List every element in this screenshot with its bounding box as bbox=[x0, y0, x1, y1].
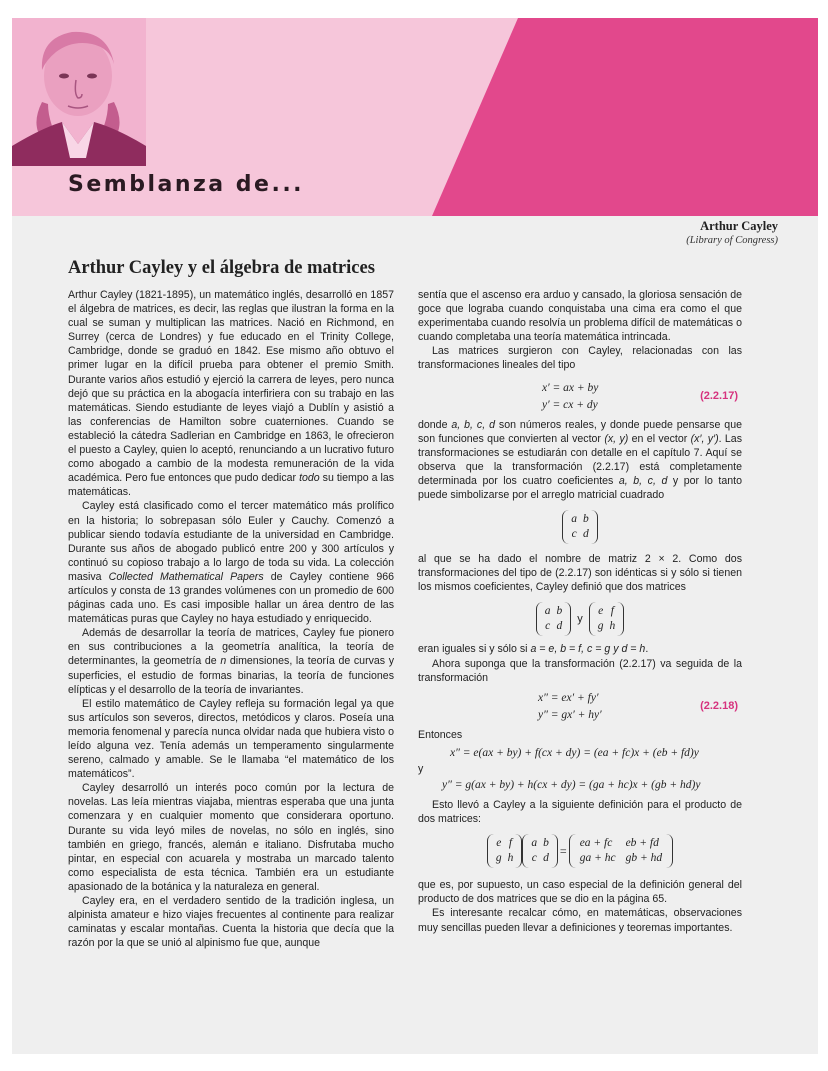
paragraph-text: Además de desarrollar la teoría de matrices, Cayley fue pionero en sus contribuciones a la geometría analítica, la teoría de determinantes, la geometría de bbox=[68, 627, 394, 668]
math-inline: (x, y) bbox=[604, 432, 629, 445]
right-column bbox=[418, 288, 742, 935]
matrix-entry: c bbox=[545, 620, 551, 633]
matrix-entry: d bbox=[543, 852, 549, 865]
matrix-entry: e bbox=[496, 837, 502, 850]
matrix-entry: b bbox=[583, 513, 589, 526]
equation-2-2-18 bbox=[418, 688, 742, 728]
equation-number: (2.2.18) bbox=[700, 699, 738, 712]
equation-line: y′ = cx + dy bbox=[542, 398, 598, 411]
paragraph-text: su tiempo a las matemáticas. bbox=[68, 472, 395, 499]
paragraph-text: en el vector bbox=[628, 432, 691, 445]
equation-line: x′ = ax + by bbox=[542, 381, 599, 394]
paragraph-text: Arthur Cayley (1821-1895), un matemático inglés, desarrolló en 1857 el álgebra de matrices, es decir, las reglas que ilustran la forma en la cual se suman y multiplican las matrices. Nació en Richmond, en Surrey (cerca de Londres) y fue educado en el Trinity College, Cambridge, donde se graduó en 1842. Ese mismo año obtuvo el primer lugar en la difícil prueba para obtener el premio Smith. Durante varios años estudió y ejerció la carrera de leyes, pero nunca dejó que su práctica en la abogacía interfiriera con su trabajo en las matemáticas. Siendo estudiante de leyes viajó a Dublín y asistió a las conferencias de Hamilton sobre cuaterniones. Cuando se estableció la cátedra Sadlerian en Cambridge en 1863, le ofrecieron el puesto a Cayley, quien lo aceptó, renunciando a un lucrativo futuro como abogado a cambio de la modesta remuneración de la vida académica. Pero fue entonces que pudo dedicar bbox=[68, 289, 394, 485]
paragraph-text: Cayley está clasificado como el tercer matemático más prolífico en la historia; lo sobrepasan sólo Euler y Cauchy. Comenzó a publicar siendo todavía estudiante de la universidad en Cambridge. Durante sus años de abogado publicó entre 200 y 300 artículos y continuó su copioso trabajo a lo largo de toda su vida. La colección masiva bbox=[68, 500, 394, 583]
paragraph bbox=[68, 499, 394, 626]
matrix-entry: c bbox=[571, 528, 577, 541]
portrait-caption bbox=[572, 219, 778, 246]
header-banner bbox=[12, 18, 818, 216]
paragraph-text: eran iguales si y sólo si bbox=[418, 643, 531, 656]
matrix-efgh bbox=[589, 602, 625, 636]
paragraph-text: dimensiones, la teoría de curvas y superficies, el estudio de formas binarias, la teoría de funciones elípticas y el desarrollo de la teoría de invariantes. bbox=[68, 655, 395, 696]
paragraph bbox=[68, 626, 394, 696]
matrix-entry: c bbox=[531, 852, 537, 865]
matrix-entry: f bbox=[508, 837, 513, 850]
matrix-abcd bbox=[536, 602, 572, 636]
math-inline: a, b, c, d bbox=[618, 474, 668, 487]
matrix-entry: b bbox=[556, 605, 563, 618]
article-title: Arthur Cayley y el álgebra de matrices bbox=[68, 258, 375, 278]
paragraph: Ahora suponga que la transformación (2.2.17) va seguida de la transformación bbox=[418, 657, 742, 684]
caption-name: Arthur Cayley bbox=[700, 219, 778, 233]
equation-line: y″ = gx′ + hy′ bbox=[538, 708, 602, 721]
matrix-efgh bbox=[487, 834, 523, 868]
paragraph: Esto llevó a Cayley a la siguiente definición para el producto de dos matrices: bbox=[418, 799, 742, 826]
math-inline: a = e, b = f, c = g y d = h bbox=[530, 643, 646, 656]
paragraph: Es interesante recalcar cómo, en matemáticas, observaciones muy sencillas pueden llevar a definiciones y teoremas importantes. bbox=[418, 907, 742, 934]
matrix-abcd bbox=[562, 510, 598, 544]
paragraph bbox=[418, 642, 742, 656]
matrix-entry: d bbox=[583, 528, 589, 541]
paragraph bbox=[418, 418, 742, 503]
matrix-entry: ea + fc bbox=[579, 837, 613, 850]
matrix-abcd-display bbox=[418, 510, 742, 544]
math-inline: (x′, y′) bbox=[690, 432, 719, 445]
emphasis-text: todo bbox=[299, 472, 320, 485]
equation-x-double-prime: x″ = e(ax + by) + f(cx + dy) = (ea + fc)x + (eb + fd)y bbox=[450, 746, 699, 759]
matrix-entry: g bbox=[597, 620, 604, 633]
equation-2-2-17 bbox=[418, 378, 742, 418]
paragraph-text: son números reales, y donde puede pensarse que son funciones que convierten al vector bbox=[418, 418, 742, 445]
paragraph: Las matrices surgieron con Cayley, relacionadas con las transformaciones lineales del tipo bbox=[418, 345, 742, 372]
paragraph-text: de Cayley contiene 966 artículos y consta de 13 grandes volúmenes con un promedio de 600 páginas cada uno. Es casi imposible hallar un área dentro de las matemáticas puras que Cayley no haya estudiado y enriquecido. bbox=[68, 570, 394, 626]
matrix-entry: d bbox=[556, 620, 563, 633]
matrix-entry: g bbox=[495, 852, 502, 865]
matrix-abcd bbox=[522, 834, 558, 868]
caption-credit: (Library of Congress) bbox=[686, 235, 778, 246]
matrix-product bbox=[569, 834, 673, 868]
paragraph-text: . Las transformaciones se estudiarán con detalle en el capítulo 7. Aquí se observa que la transformación (2.2.17) está completamente determinada por los cuatro coeficientes bbox=[418, 432, 742, 487]
equals-sign: = bbox=[559, 844, 567, 859]
portrait-image bbox=[12, 18, 146, 166]
paragraph: sentía que el ascenso era arduo y cansado, la gloriosa sensación de goce que lograba cuando conquistaba una cima era como el que experimentaba cuando resolvía un problema difícil de matemáticas o cuando completaba una teoría matemática intrincada. bbox=[418, 289, 742, 344]
paragraph: Entonces bbox=[418, 728, 463, 741]
paragraph-text: y por lo tanto puede simbolizarse por el arreglo matricial cuadrado bbox=[418, 474, 742, 502]
paragraph-text: donde bbox=[418, 418, 452, 431]
equation-line: x″ = ex′ + fy′ bbox=[538, 691, 599, 704]
paragraph: que es, por supuesto, un caso especial de la definición general del producto de dos matrices que se dio en la página 65. bbox=[418, 879, 742, 906]
matrix-entry: gb + hd bbox=[625, 852, 663, 865]
matrix-entry: a bbox=[571, 513, 577, 526]
emphasis-text: n bbox=[220, 655, 227, 668]
matrix-entry: eb + fd bbox=[625, 837, 659, 850]
equation-number: (2.2.17) bbox=[700, 389, 738, 402]
equation-y-double-prime: y″ = g(ax + by) + h(cx + dy) = (ga + hc)x + (gb + hd)y bbox=[442, 778, 701, 791]
matrix-entry: e bbox=[598, 605, 604, 618]
matrix-product-display bbox=[418, 834, 742, 868]
two-matrices-display bbox=[418, 602, 742, 636]
paragraph: al que se ha dado el nombre de matriz 2 × 2. Como dos transformaciones del tipo de (2.2.17) son idénticas si y sólo si tienen los mismos coeficientes, Cayley definió que dos matrices bbox=[418, 553, 742, 594]
paragraph: y bbox=[418, 762, 424, 775]
paragraph: Cayley era, en el verdadero sentido de la tradición inglesa, un alpinista amateur e hizo viajes frecuentes al continente para realizar caminatas y escalar montañas. Cuenta la historia que decía que la razón por la que se unió al alpinismo fue que, aunque bbox=[68, 895, 394, 950]
matrix-entry: a bbox=[544, 605, 551, 618]
paragraph: El estilo matemático de Cayley refleja su formación legal ya que sus artículos son severos, directos, metódicos y claros. Poseía una memoria fenomenal y parecía nunca olvidar nada que hubiera visto o leído alguna vez. Tenía además un temperamento singularmente sereno, calmado y amable. Se le llamaba “el matemático de los matemáticos”. bbox=[68, 697, 394, 781]
paragraph bbox=[68, 288, 394, 499]
matrix-entry: f bbox=[610, 605, 614, 618]
paragraph: Cayley desarrolló un interés poco común por la lectura de novelas. Las leía mientras viajaba, mientras esperaba que una junta comenzara y en cualquier momento que considerara oportuno. Durante su vida leyó miles de novelas, no sólo en inglés, sino también en griego, francés, alemán e italiano. Disfrutaba mucho pintar, en especial con acuarela y mostraba un marcado talento como especialista de esta técnica. También era un estudiante apasionado de la botánica y la naturaleza en general. bbox=[68, 782, 394, 893]
section-title: Semblanza de... bbox=[68, 172, 305, 197]
matrix-entry: a bbox=[531, 837, 538, 850]
matrix-entry: b bbox=[543, 837, 549, 850]
page bbox=[12, 18, 818, 1054]
math-inline: a, b, c, d bbox=[451, 418, 495, 431]
emphasis-text: Collected Mathematical Papers bbox=[108, 570, 264, 583]
matrix-entry: ga + hc bbox=[579, 852, 616, 865]
left-column bbox=[68, 288, 394, 950]
matrix-entry: h bbox=[609, 620, 616, 633]
matrix-entry: h bbox=[507, 852, 514, 865]
paragraph-text: . bbox=[645, 643, 649, 656]
conjunction-y: y bbox=[577, 613, 583, 626]
